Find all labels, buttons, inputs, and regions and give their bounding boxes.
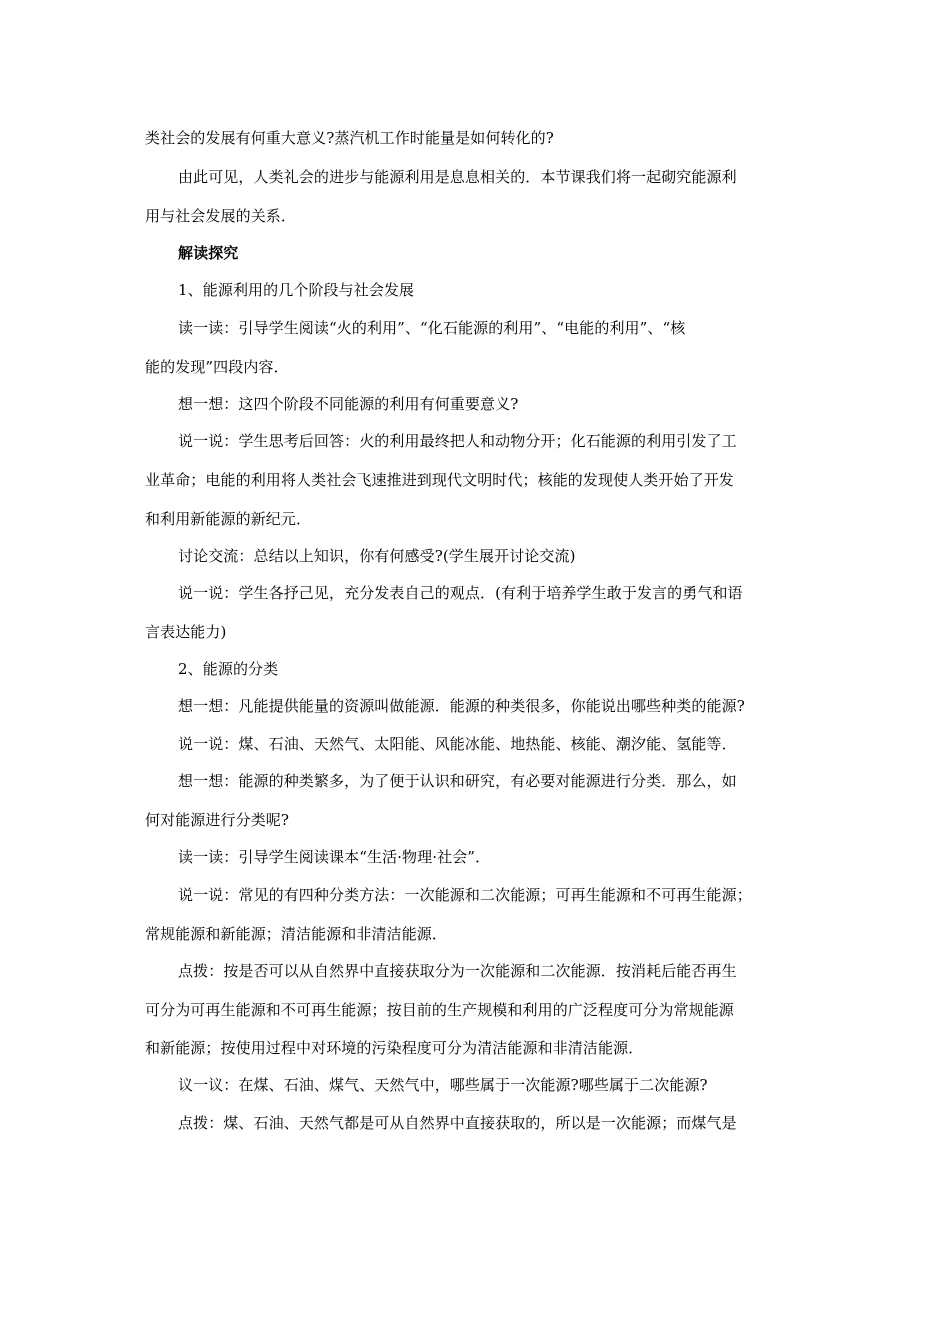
text-line: 业革命；电能的利用将人类社会飞速推进到现代文明时代；核能的发现使人类开始了开发 xyxy=(145,471,734,489)
text-line: 想一想：能源的种类繁多，为了便于认识和研究，有必要对能源进行分类．那么，如 xyxy=(178,772,737,790)
text-line: 读一读：引导学生阅读课本“生活·物理·社会”． xyxy=(178,848,491,866)
subsection-heading: 1、能源利用的几个阶段与社会发展 xyxy=(178,281,415,299)
text-line: 常规能源和新能源；清洁能源和非清洁能源． xyxy=(145,925,448,943)
text-line: 说一说：学生思考后回答：火的利用最终把人和动物分开；化石能源的利用引发了工 xyxy=(178,432,737,450)
text-line: 类社会的发展有何重大意义?蒸汽机工作时能量是如何转化的? xyxy=(145,129,554,147)
text-line: 说一说：常见的有四种分类方法：一次能源和二次能源；可再生能源和不可再生能源； xyxy=(178,886,752,904)
text-line: 想一想：凡能提供能量的资源叫做能源．能源的种类很多，你能说出哪些种类的能源? xyxy=(178,697,745,715)
text-line: 能的发现”四段内容． xyxy=(145,358,289,376)
text-line: 想一想：这四个阶段不同能源的利用有何重要意义? xyxy=(178,395,519,413)
text-line: 读一读：引导学生阅读“火的利用”、“化石能源的利用”、“电能的利用”、“核 xyxy=(178,319,686,337)
text-line: 议一议：在煤、石油、煤气、天然气中，哪些属于一次能源?哪些属于二次能源? xyxy=(178,1076,708,1094)
text-line: 讨论交流：总结以上知识，你有何感受?(学生展开讨论交流) xyxy=(178,547,576,565)
section-heading: 解读探究 xyxy=(178,244,239,262)
text-line: 和利用新能源的新纪元． xyxy=(145,510,312,528)
text-line: 由此可见，人类礼会的进步与能源利用是息息相关的．本节课我们将一起砌究能源利 xyxy=(178,168,737,186)
text-line: 何对能源进行分类呢? xyxy=(145,811,290,829)
text-line: 用与社会发展的关系． xyxy=(145,207,297,225)
subsection-heading: 2、能源的分类 xyxy=(178,660,279,678)
text-line: 可分为可再生能源和不可再生能源；按目前的生产规模和利用的广泛程度可分为常规能源 xyxy=(145,1001,734,1019)
text-line: 和新能源；按使用过程中对环境的污染程度可分为清洁能源和非清洁能源． xyxy=(145,1039,644,1057)
text-line: 言表达能力) xyxy=(145,623,227,641)
text-line: 说一说：煤、石油、天然气、太阳能、风能冰能、地热能、核能、潮汐能、氢能等． xyxy=(178,735,737,753)
text-line: 点拨：按是否可以从自然界中直接获取分为一次能源和二次能源．按消耗后能否再生 xyxy=(178,962,737,980)
text-line: 说一说：学生各抒己见，充分发表自己的观点．(有利于培养学生敢于发言的勇气和语 xyxy=(178,584,743,602)
text-line: 点拨：煤、石油、天然气都是可从自然界中直接获取的，所以是一次能源；而煤气是 xyxy=(178,1114,737,1132)
